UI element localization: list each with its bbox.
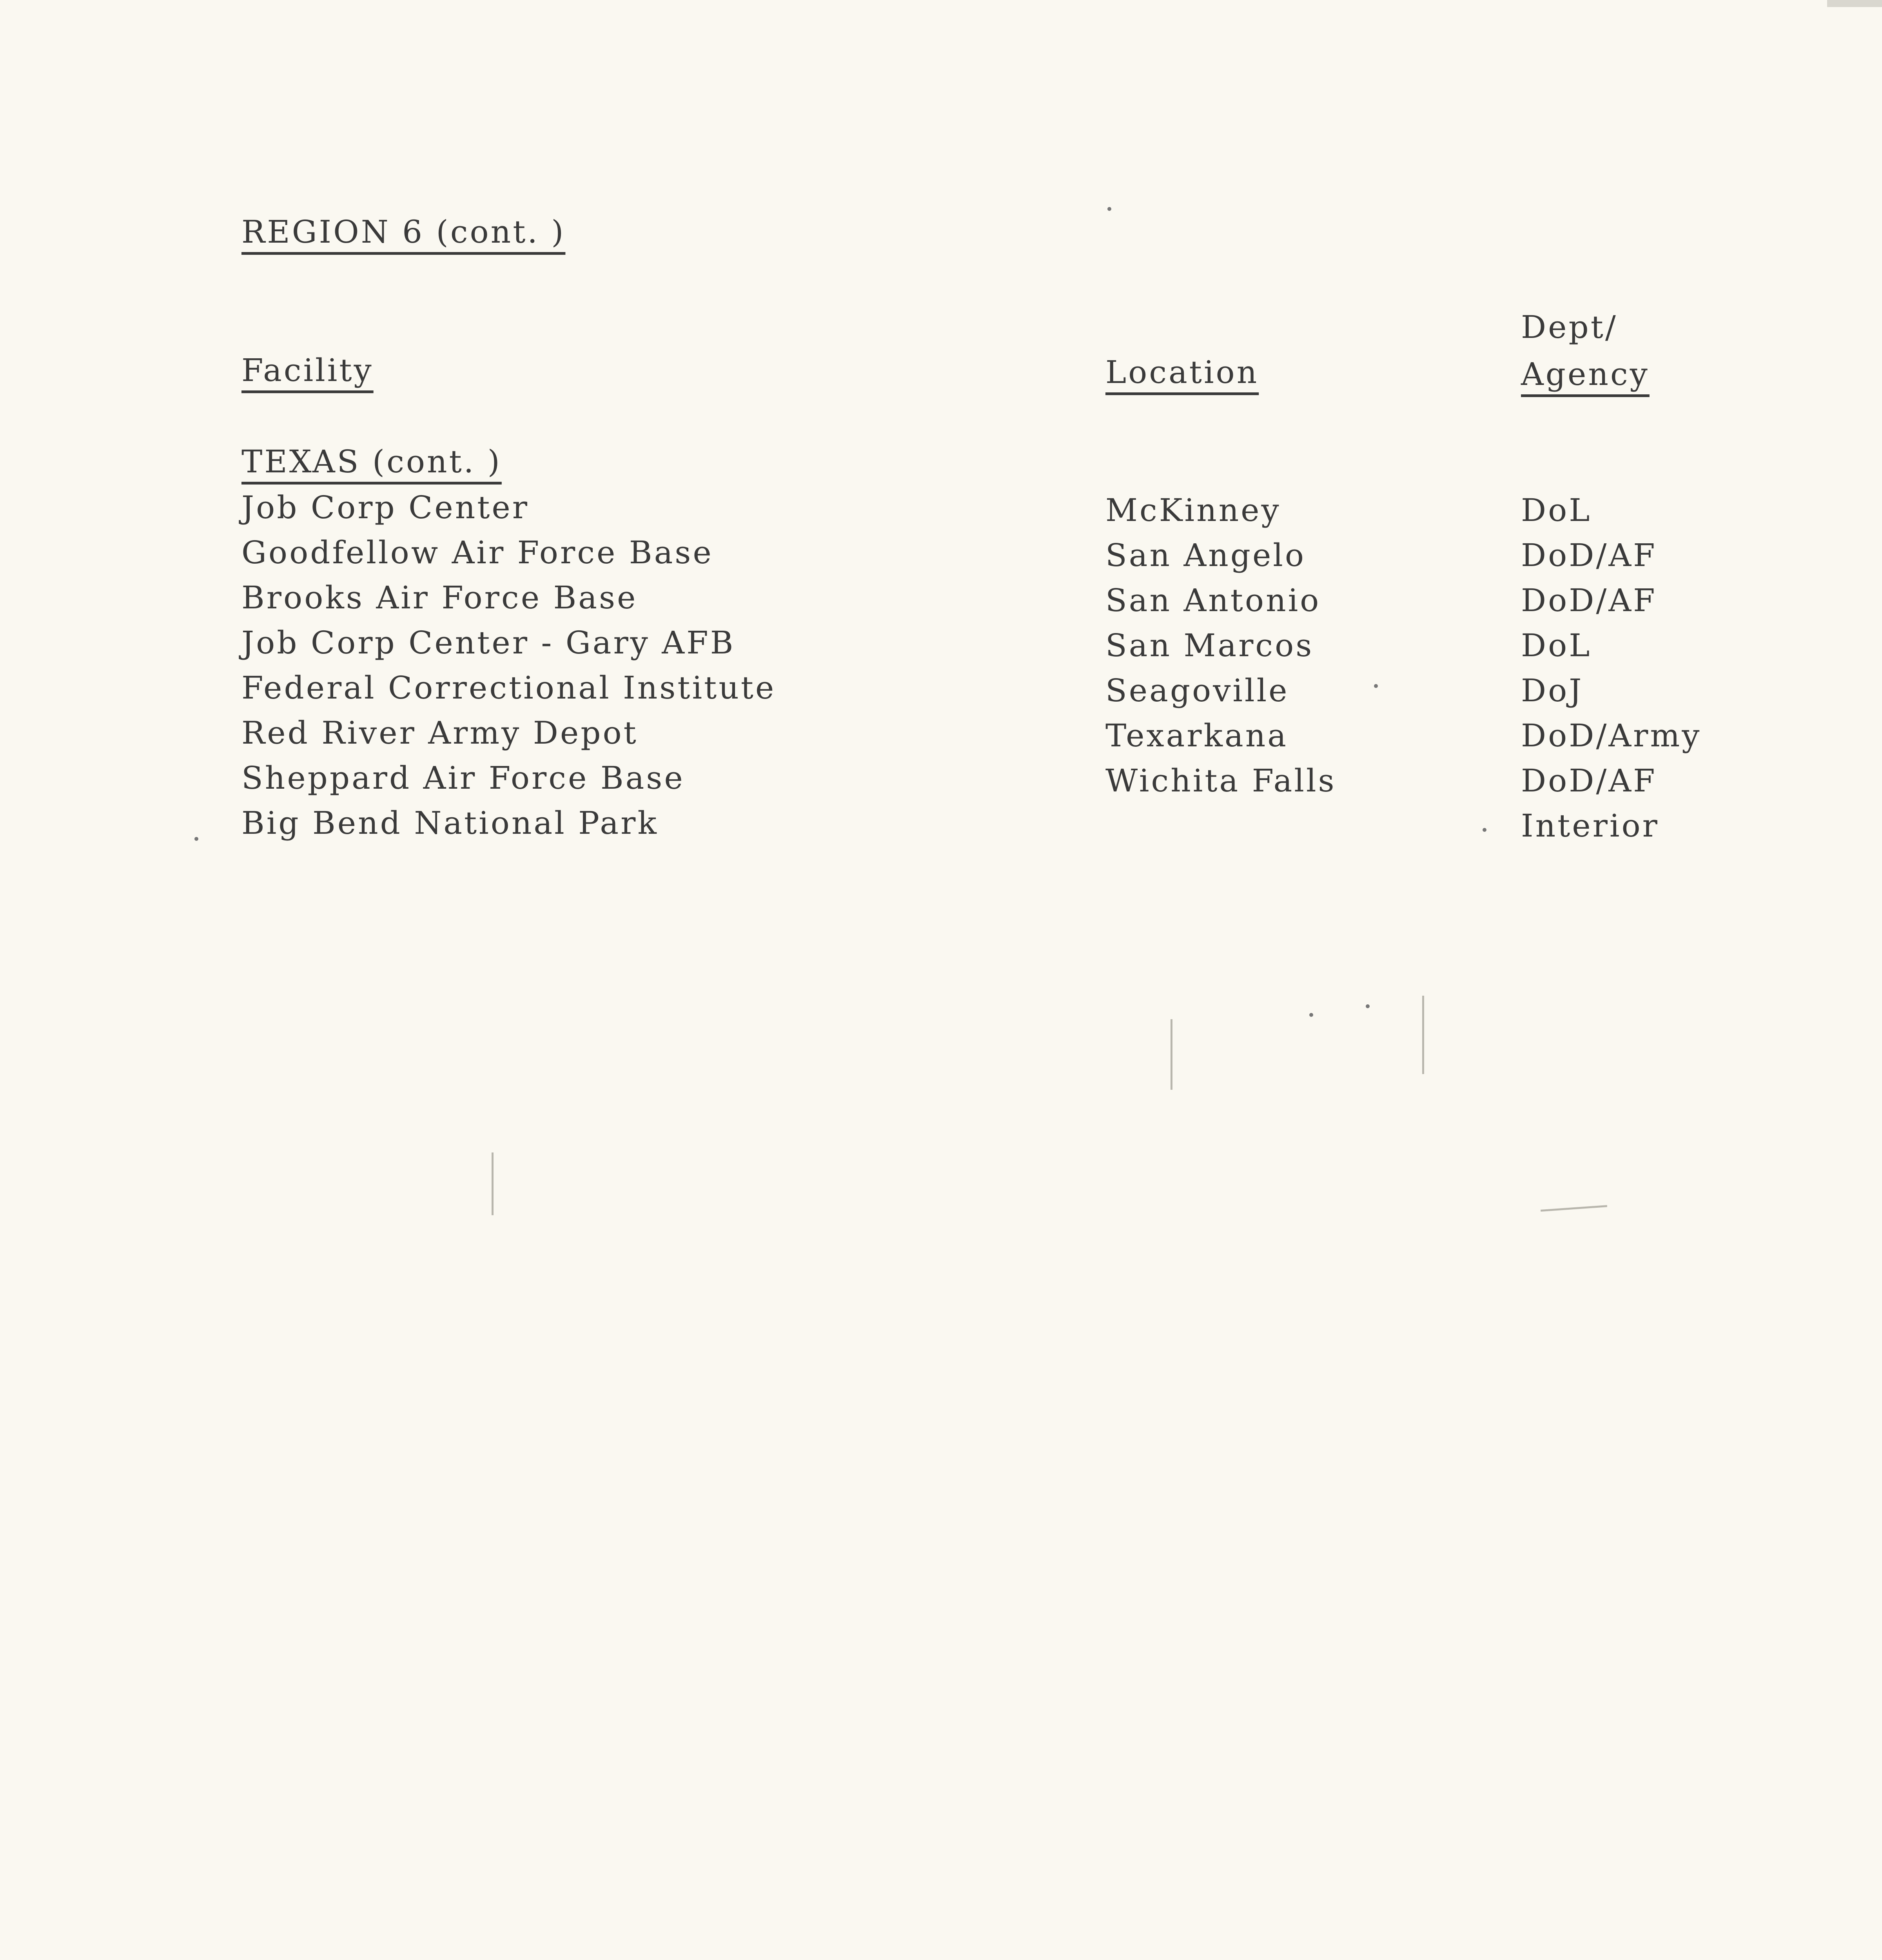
location-cell: McKinney: [1105, 492, 1281, 528]
agency-cell: Interior: [1521, 808, 1659, 844]
ink-speck: [1309, 1013, 1313, 1017]
stray-mark: [1171, 1019, 1172, 1090]
state-heading: TEXAS (cont. ): [241, 443, 502, 480]
facility-cell: Sheppard Air Force Base: [241, 760, 685, 796]
agency-cell: DoD/AF: [1521, 762, 1657, 799]
location-cell: San Marcos: [1105, 627, 1314, 664]
ink-speck: [194, 837, 198, 841]
agency-cell: DoD/AF: [1521, 582, 1657, 619]
region-heading: REGION 6 (cont. ): [241, 214, 566, 250]
facility-cell: Big Bend National Park: [241, 805, 659, 841]
facility-cell: Brooks Air Force Base: [241, 579, 638, 616]
agency-cell: DoJ: [1521, 672, 1584, 709]
facility-cell: Federal Correctional Institute: [241, 670, 776, 706]
facility-cell: Job Corp Center - Gary AFB: [241, 624, 735, 661]
ink-speck: [1374, 684, 1378, 688]
location-cell: San Antonio: [1105, 582, 1321, 619]
agency-cell: DoL: [1521, 492, 1592, 528]
facility-cell: Red River Army Depot: [241, 715, 638, 751]
ink-speck: [1366, 1004, 1370, 1008]
page-edge-mark: [1827, 0, 1882, 7]
stray-mark: [1422, 996, 1424, 1074]
location-column-header: Location: [1105, 354, 1259, 390]
agency-cell: DoD/AF: [1521, 537, 1657, 573]
facility-cell: Job Corp Center: [241, 489, 529, 526]
facility-column-header: Facility: [241, 352, 374, 388]
stray-mark: [492, 1152, 494, 1215]
stray-mark: [1541, 1205, 1607, 1212]
ink-speck: [1483, 828, 1486, 832]
dept-column-header-line1: Dept/: [1521, 309, 1618, 345]
ink-speck: [1107, 207, 1111, 211]
location-cell: Texarkana: [1105, 717, 1288, 754]
agency-cell: DoL: [1521, 627, 1592, 664]
agency-cell: DoD/Army: [1521, 717, 1702, 754]
location-cell: San Angelo: [1105, 537, 1306, 573]
location-cell: Seagoville: [1105, 672, 1289, 709]
location-cell: Wichita Falls: [1105, 762, 1336, 799]
dept-column-header-line2: Agency: [1521, 356, 1650, 392]
facility-cell: Goodfellow Air Force Base: [241, 534, 713, 571]
